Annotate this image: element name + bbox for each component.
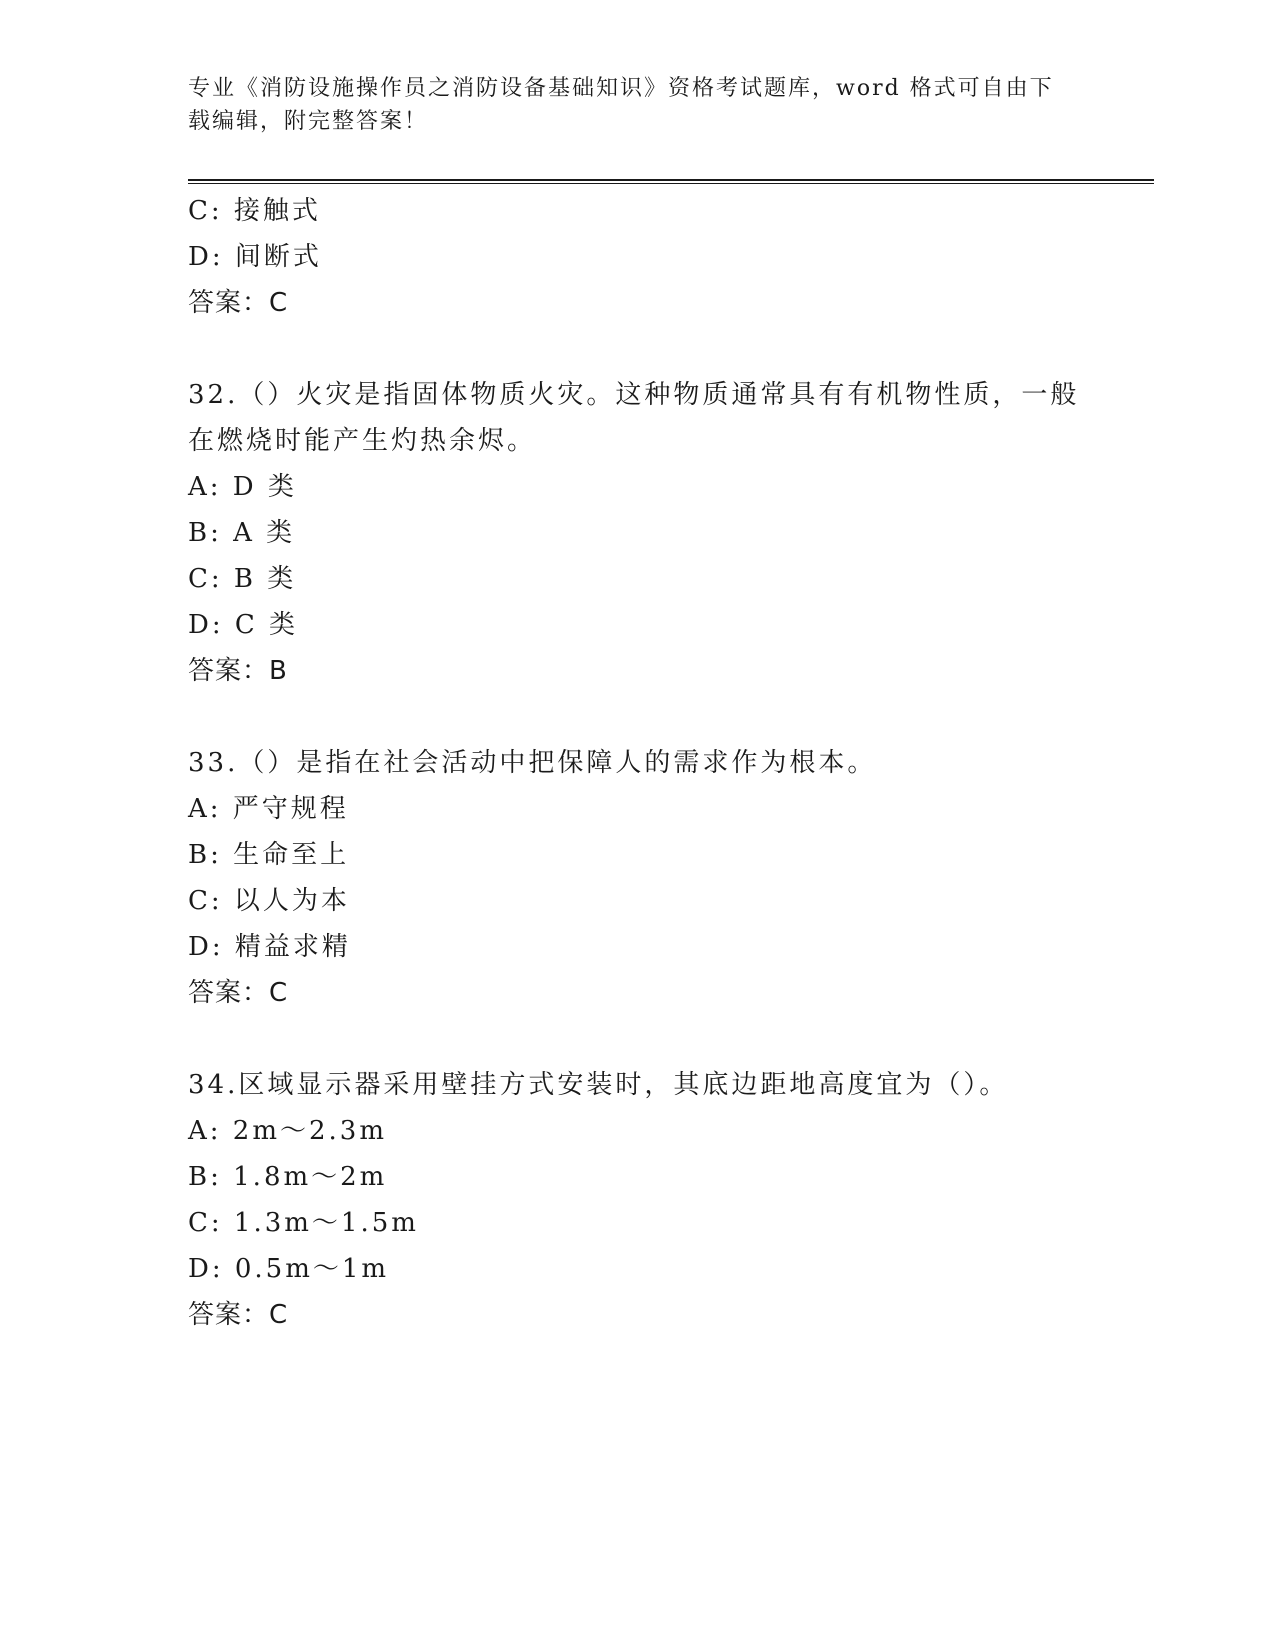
option-a: A: 严守规程: [188, 794, 349, 824]
answer-line: 答案：C: [188, 1300, 289, 1330]
option-c: C: 1.3m～1.5m: [188, 1208, 419, 1238]
option-a: A: D 类: [188, 472, 297, 502]
question-stem-line-1: 32.（）火灾是指固体物质火灾。这种物质通常具有有机物性质，一般: [188, 380, 1080, 410]
question-spacer: [188, 326, 1088, 372]
option-c: C: 接触式: [188, 196, 321, 226]
option-a: A: 2m～2.3m: [188, 1116, 388, 1146]
option-b: B: 生命至上: [188, 840, 350, 870]
question-33: [188, 740, 1088, 1016]
option-d: D: C 类: [188, 610, 299, 640]
answer-line: 答案：C: [188, 978, 289, 1008]
option-b: B: A 类: [188, 518, 296, 548]
question-list: [188, 188, 1088, 1338]
question-stem-line-2: 在燃烧时能产生灼热余烬。: [188, 426, 537, 456]
answer-line: 答案：B: [188, 656, 288, 686]
option-d: D: 精益求精: [188, 932, 351, 962]
option-d: D: 间断式: [188, 242, 322, 272]
document-header: [188, 72, 1068, 138]
header-line-1: 专业《消防设施操作员之消防设备基础知识》资格考试题库，word 格式可自由下: [188, 76, 1054, 101]
question-31: [188, 188, 1088, 326]
question-stem: 33.（）是指在社会活动中把保障人的需求作为根本。: [188, 748, 877, 778]
option-d: D: 0.5m～1m: [188, 1254, 390, 1284]
header-divider-top: [188, 179, 1154, 181]
option-c: C: 以人为本: [188, 886, 350, 916]
header-line-2: 载编辑，附完整答案！: [188, 109, 429, 134]
header-divider-bottom: [188, 183, 1154, 184]
question-34: [188, 1062, 1088, 1338]
question-spacer: [188, 694, 1088, 740]
question-32: [188, 372, 1088, 694]
option-b: B: 1.8m～2m: [188, 1162, 388, 1192]
question-stem: 34.区域显示器采用壁挂方式安装时，其底边距地高度宜为（）。: [188, 1070, 1009, 1100]
option-c: C: B 类: [188, 564, 297, 594]
question-spacer: [188, 1016, 1088, 1062]
answer-line: 答案：C: [188, 288, 289, 318]
